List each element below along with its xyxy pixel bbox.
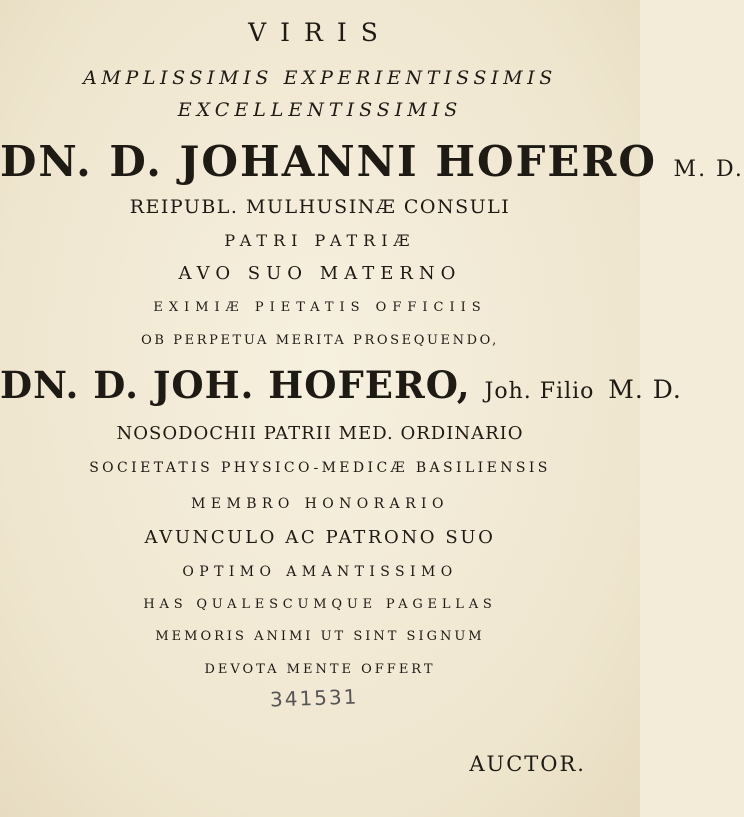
line-memoris: MEMORIS ANIMI UT SINT SIGNUM xyxy=(155,629,485,644)
name2-main: JOH. HOFERO, xyxy=(152,363,471,407)
name-joh-hofero xyxy=(0,363,682,407)
line-optimo: OPTIMO AMANTISSIMO xyxy=(182,564,458,580)
name2-prefix: DN. D. xyxy=(0,363,139,407)
line-patri-patriae: PATRI PATRIÆ xyxy=(224,231,416,250)
name2-filio: Joh. Filio xyxy=(484,379,595,404)
line-eximiae: EXIMIÆ PIETATIS OFFICIIS xyxy=(153,300,487,315)
line-has-qualescumque: HAS QUALESCUMQUE PAGELLAS xyxy=(143,597,497,612)
line-avunculo: AVUNCULO AC PATRONO SUO xyxy=(144,527,496,548)
name-prefix: DN. D. xyxy=(0,137,163,186)
name-main: JOHANNI HOFERO xyxy=(179,137,657,186)
heading-viris: VIRIS xyxy=(248,18,392,47)
line-avo-suo: AVO SUO MATERNO xyxy=(178,263,462,284)
line-nosodochii: NOSODOCHII PATRII MED. ORDINARIO xyxy=(116,423,524,444)
name2-suffix: M. D. xyxy=(608,375,682,404)
line-amplissimis: AMPLISSIMIS EXPERIENTISSIMIS xyxy=(83,67,557,89)
line-excellentissimis: EXCELLENTISSIMIS xyxy=(177,99,463,121)
handwritten-number: 341531 xyxy=(269,684,359,712)
line-devota: DEVOTA MENTE OFFERT xyxy=(204,662,436,677)
line-membro: MEMBRO HONORARIO xyxy=(191,496,449,512)
name-suffix: M. D. xyxy=(673,157,744,182)
auctor: AUCTOR. xyxy=(469,752,586,776)
line-reipubl: REIPUBL. MULHUSINÆ CONSULI xyxy=(129,196,511,218)
line-societatis: SOCIETATIS PHYSICO-MEDICÆ BASILIENSIS xyxy=(89,460,551,476)
line-ob-perpetua: OB PERPETUA MERITA PROSEQUENDO, xyxy=(141,333,499,348)
name-johanni-hofero xyxy=(0,137,744,186)
